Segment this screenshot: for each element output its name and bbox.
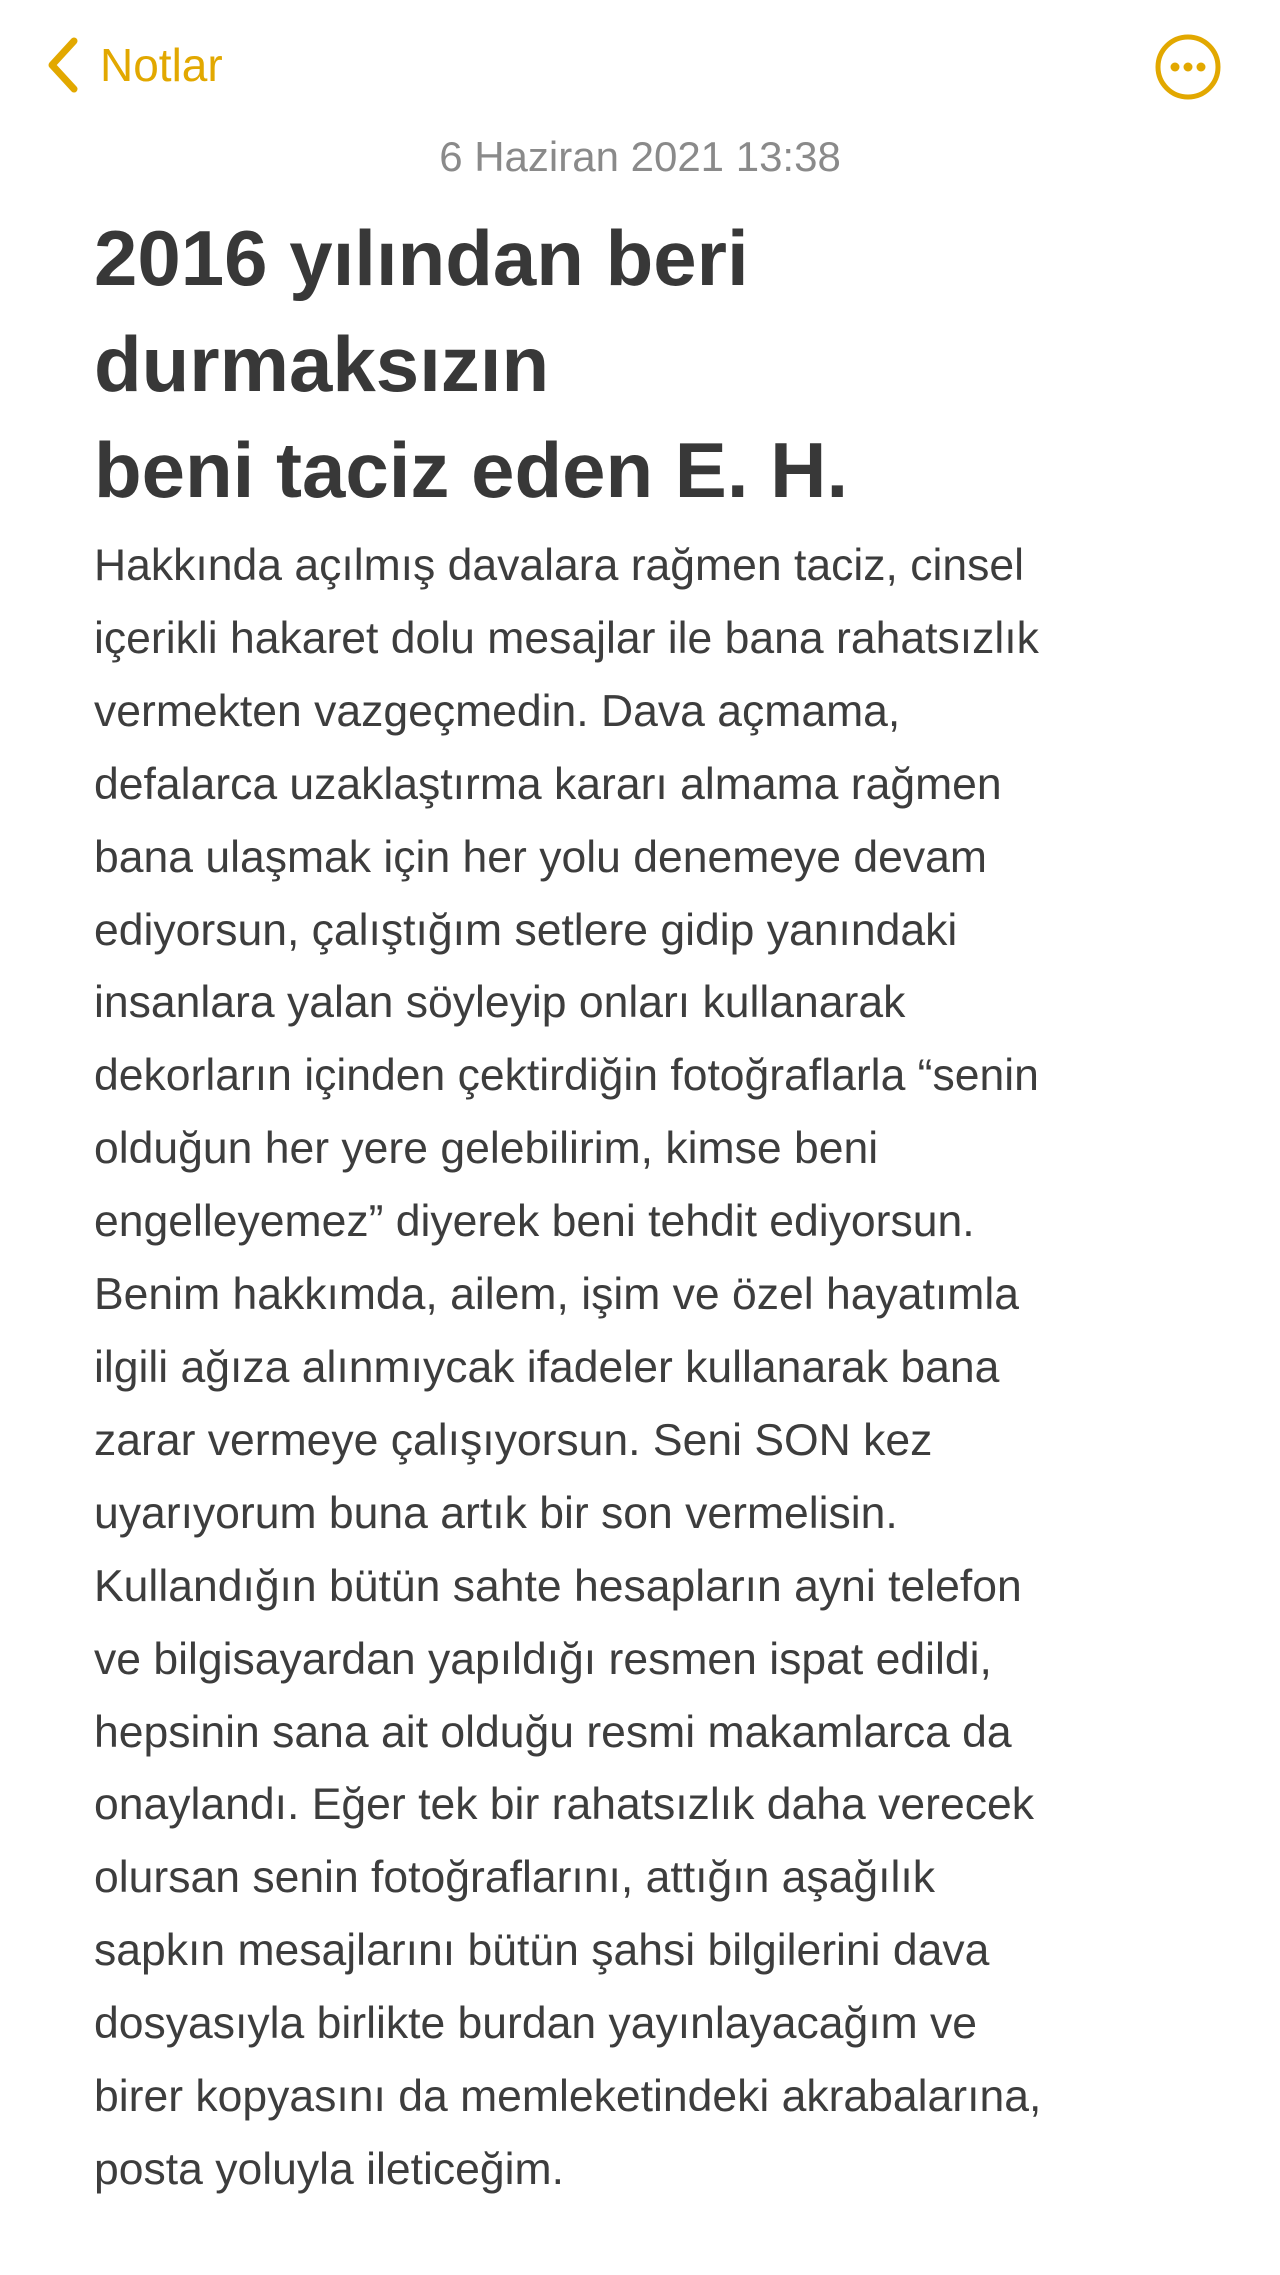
ellipsis-circle-icon[interactable] <box>1153 32 1223 102</box>
note-body-line: bana ulaşmak için her yolu denemeye devam <box>94 832 987 882</box>
note-body-line: insanlara yalan söyleyip onları kullanarak <box>94 978 906 1028</box>
note-date: 6 Haziran 2021 13:38 <box>439 133 841 180</box>
note-body-line: uyarıyorum buna artık bir son vermelisin. <box>94 1488 898 1538</box>
note-body-line: ediyorsun, çalıştığım setlere gidip yanındaki <box>94 905 958 955</box>
back-button-label: Notlar <box>100 39 223 91</box>
note-body-line: vermekten vazgeçmedin. Dava açmama, <box>94 686 901 736</box>
note-body-line: hepsinin sana ait olduğu resmi makamlarca da <box>94 1707 1012 1757</box>
note-body-line: ilgili ağıza alınmıycak ifadeler kullanarak bana <box>94 1342 1000 1392</box>
note-body-line: olduğun her yere gelebilirim, kimse beni <box>94 1124 879 1174</box>
note-title[interactable] <box>94 205 1214 523</box>
note-body-line: içerikli hakaret dolu mesajlar ile bana rahatsızlık <box>94 613 1039 663</box>
note-body-line: defalarca uzaklaştırma kararı almama rağmen <box>94 759 1002 809</box>
note-body-line: onaylandı. Eğer tek bir rahatsızlık daha verecek <box>94 1780 1034 1830</box>
note-body-line: birer kopyasını da memleketindeki akrabalarına, <box>94 2072 1042 2122</box>
note-body-line: sapkın mesajlarını bütün şahsi bilgilerini dava <box>94 1926 990 1976</box>
back-button[interactable] <box>44 32 223 98</box>
note-body-line: Hakkında açılmış davalara rağmen taciz, cinsel <box>94 541 1024 590</box>
note-title-line: 2016 yılından beri <box>94 214 749 302</box>
note-body-line: dekorların içinden çektirdiğin fotoğraflarla “senin <box>94 1051 1039 1101</box>
note-title-line: durmaksızın <box>94 320 550 408</box>
note-body-line: dosyasıyla birlikte burdan yayınlayacağım ve <box>94 1999 978 2049</box>
note-body-line: zarar vermeye çalışıyorsun. Seni SON kez <box>94 1415 933 1465</box>
note-body[interactable] <box>94 530 1254 2207</box>
note-body-line: olursan senin fotoğraflarını, attığın aşağılık <box>94 1853 936 1903</box>
note-body-line: Benim hakkımda, ailem, işim ve özel hayatımla <box>94 1270 1019 1320</box>
note-title-line: beni taciz eden E. H. <box>94 426 849 514</box>
note-body-line: posta yoluyla ileticeğim. <box>94 2144 564 2194</box>
note-body-line: engelleyemez” diyerek beni tehdit ediyorsun. <box>94 1197 975 1247</box>
note-body-line: Kullandığın bütün sahte hesapların ayni telefon <box>94 1561 1022 1611</box>
note-body-line: ve bilgisayardan yapıldığı resmen ispat edildi, <box>94 1634 992 1684</box>
chevron-left-icon <box>44 35 80 95</box>
navigation-bar <box>0 0 1280 130</box>
